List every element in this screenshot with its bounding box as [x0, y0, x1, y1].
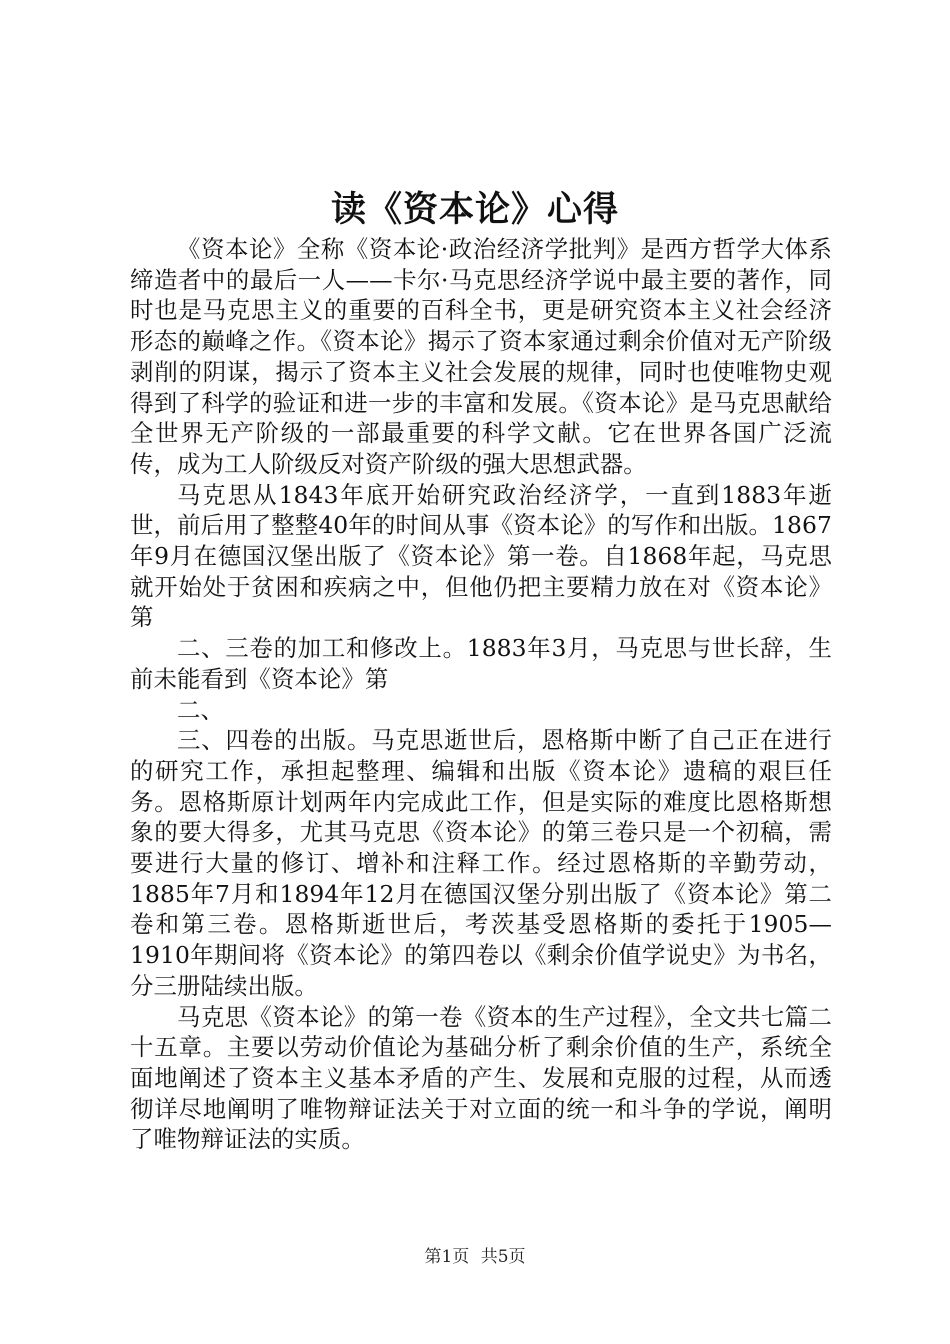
paragraph-intro: 《资本论》全称《资本论·政治经济学批判》是西方哲学大体系缔造者中的最后一人——卡尔·马克思经济学说中最主要的著作，同时也是马克思主义的重要的百科全书，更是研究资本主义社会经济形态的巅峰之作。《资本论》揭示了资本家通过剩余价值对无产阶级剥削的阴谋，揭示了资本主义社会发展的规律，同时也使唯物史观得到了科学的验证和进一步的丰富和发展。《资本论》是马克思献给全世界无产阶级的一部最重要的科学文献。它在世界各国广泛流传，成为工人阶级反对资产阶级的强大思想武器。 [130, 235, 832, 478]
page-total: 共5页 [480, 1247, 526, 1267]
page-footer [0, 1242, 950, 1267]
document-title: 读《资本论》心得 [330, 190, 619, 230]
paragraph-engels-editing: 三、四卷的出版。马克思逝世后，恩格斯中断了自己正在进行的研究工作，承担起整理、编辑和出版《资本论》遗稿的艰巨任务。恩格斯原计划两年内完成此工作，但是实际的难度比恩格斯想象的要大得多，尤其马克思《资本论》的第三卷只是一个初稿，需要进行大量的修订、增补和注释工作。经过恩格斯的辛勤劳动，1885年7月和1894年12月在德国汉堡分别出版了《资本论》第二卷和第三卷。恩格斯逝世后，考茨基受恩格斯的委托于1905—1910年期间将《资本论》的第四卷以《剩余价值学说史》为书名，分三册陆续出版。 [130, 726, 832, 1000]
paragraph-fragment: 二、 [177, 695, 224, 724]
paragraph-volumes-revision: 二、三卷的加工和修改上。1883年3月，马克思与世长辞，生前未能看到《资本论》第 [130, 634, 832, 693]
page-number: 第1页 [424, 1247, 470, 1267]
document-body [130, 234, 832, 1155]
paragraph-volume-one: 马克思《资本论》的第一卷《资本的生产过程》，全文共七篇二十五章。主要以劳动价值论为基础分析了剩余价值的生产，系统全面地阐述了资本主义基本矛盾的产生、发展和克服的过程，从而透彻详尽地阐明了唯物辩证法关于对立面的统一和斗争的学说，阐明了唯物辩证法的实质。 [130, 1002, 832, 1154]
paragraph-writing-history: 马克思从1843年底开始研究政治经济学，一直到1883年逝世，前后用了整整40年的时间从事《资本论》的写作和出版。1867年9月在德国汉堡出版了《资本论》第一卷。自1868年起，马克思就开始处于贫困和疾病之中，但他仍把主要精力放在对《资本论》第 [130, 480, 832, 632]
